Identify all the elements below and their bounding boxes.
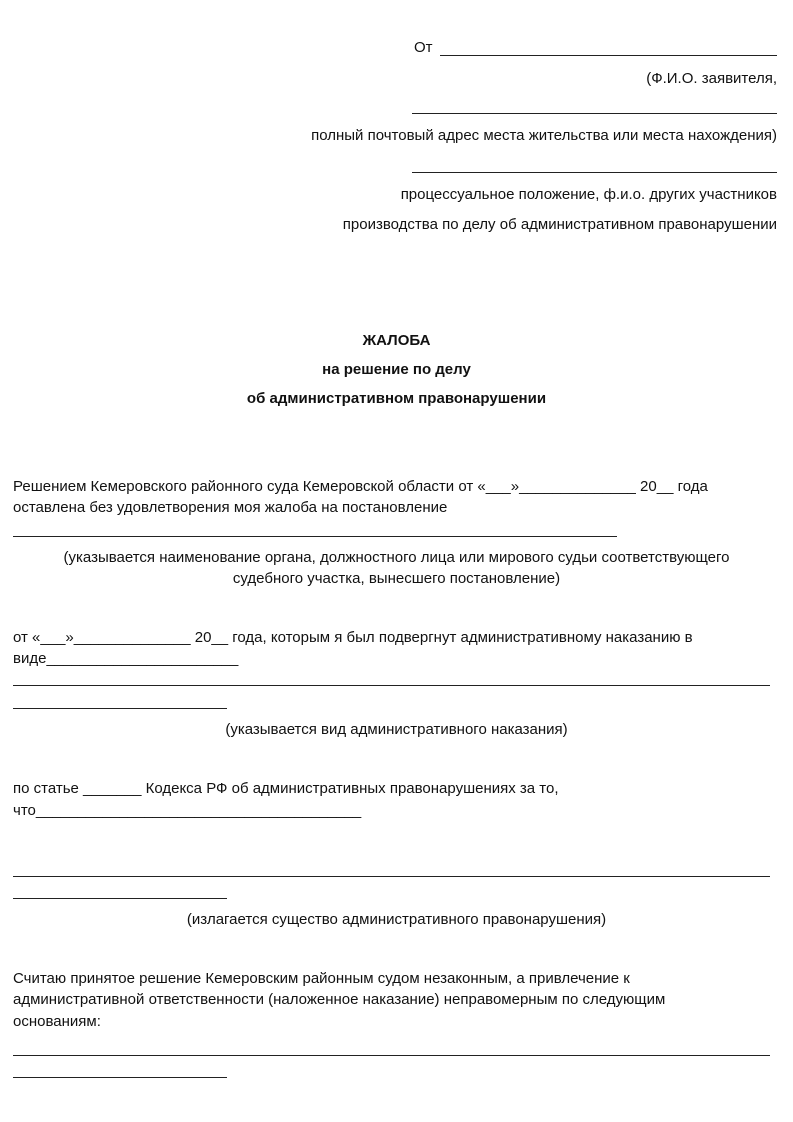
participants-line [412, 172, 777, 173]
p1-hint-2: судебного участка, вынесшего постановление) [232, 570, 561, 587]
p2-line-2: виде_______________________ [13, 650, 239, 667]
p2-punishment-line-1 [13, 685, 770, 686]
p1-authority-line [13, 536, 617, 537]
p3-line-1: по статье _______ Кодекса РФ об административных правонарушениях за то, [13, 780, 559, 797]
document-subtitle-1: на решение по делу [322, 361, 471, 378]
p4-grounds-line-2 [13, 1077, 227, 1078]
document-title: ЖАЛОБА [362, 332, 431, 349]
address-hint: полный почтовый адрес места жительства или места нахождения) [311, 127, 777, 144]
p1-line-1: Решением Кемеровского районного суда Кемеровской области от «___»______________ 20__ года [13, 478, 708, 495]
p4-line-3: основаниям: [13, 1013, 101, 1030]
p3-line-2: что_______________________________________ [13, 802, 362, 819]
applicant-name-line [440, 55, 777, 56]
participants-hint-1: процессуальное положение, ф.и.о. других участников [400, 186, 777, 203]
applicant-name-hint: (Ф.И.О. заявителя, [646, 70, 777, 87]
p4-grounds-line-1 [13, 1055, 770, 1056]
p2-punishment-line-2 [13, 708, 227, 709]
p3-violation-line-2 [13, 898, 227, 899]
p3-violation-line-1 [13, 876, 770, 877]
p3-hint: (излагается существо административного правонарушения) [186, 911, 607, 928]
address-line [412, 113, 777, 114]
p1-hint-1: (указывается наименование органа, должностного лица или мирового судьи соответствующего [63, 549, 730, 566]
p1-line-2: оставлена без удовлетворения моя жалоба на постановление [13, 499, 448, 516]
p4-line-1: Считаю принятое решение Кемеровским районным судом незаконным, а привлечение к [13, 970, 630, 987]
p4-line-2: административной ответственности (наложенное наказание) неправомерным по следующим [13, 991, 666, 1008]
document-subtitle-2: об административном правонарушении [246, 390, 547, 407]
p2-line-1: от «___»______________ 20__ года, которым я был подвергнут административному наказанию в [13, 629, 693, 646]
p2-hint: (указывается вид административного наказания) [225, 721, 568, 738]
participants-hint-2: производства по делу об административном правонарушении [342, 216, 777, 233]
from-label: От [414, 39, 433, 56]
